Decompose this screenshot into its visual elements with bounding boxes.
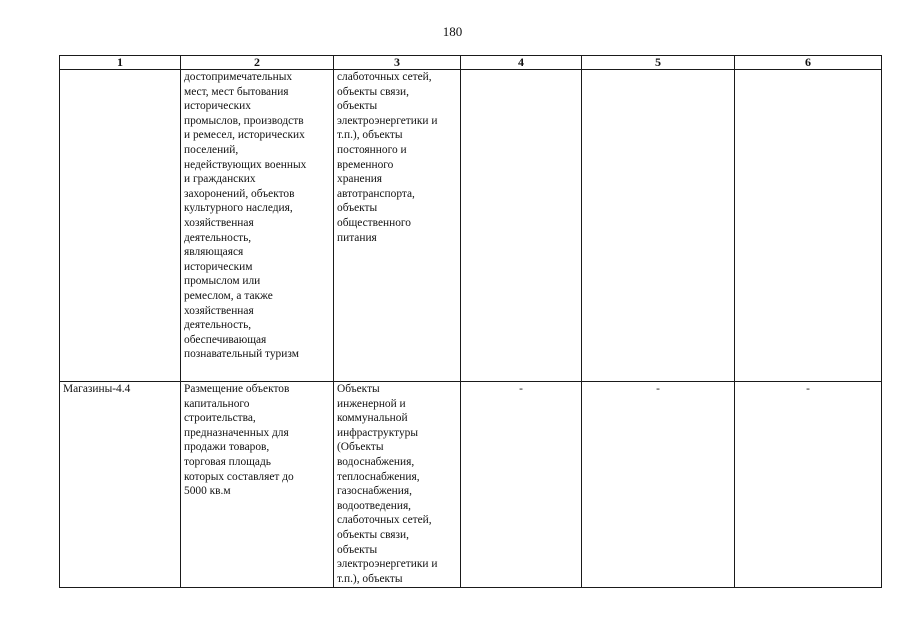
row-2-col-3 [334, 382, 461, 588]
header-col-4: 4 [461, 56, 582, 70]
cell-text: Размещение объектов капитального строительства, предназначенных для продажи товаров, торговая площадь которых составляет до 5000 кв.м [184, 383, 294, 498]
row-2-col-2 [181, 382, 334, 588]
header-col-3: 3 [334, 56, 461, 70]
header-col-2: 2 [181, 56, 334, 70]
cell-text: достопримечательных мест, мест бытования исторических промыслов, производств и ремесел, исторических поселений, недействующих военных и гражданских захоронений, объектов культурного наследия, хозяйственная деятельность, являющаяся историческим промыслом или ремеслом, а также хозяйственная деятельность, обеспечивающая познавательный туризм [184, 71, 307, 361]
row-1-col-6 [735, 70, 882, 382]
header-col-6: 6 [735, 56, 882, 70]
document-table [59, 55, 882, 588]
cell-text: - [519, 383, 523, 395]
table-row [60, 382, 882, 588]
row-2-col-4 [461, 382, 582, 588]
row-2-col-6 [735, 382, 882, 588]
table-row [60, 70, 882, 382]
row-2-col-1 [60, 382, 181, 588]
row-1-col-1 [60, 70, 181, 382]
header-col-5: 5 [582, 56, 735, 70]
row-1-col-2 [181, 70, 334, 382]
page-number: 180 [442, 24, 463, 39]
row-1-col-4 [461, 70, 582, 382]
row-1-col-3 [334, 70, 461, 382]
cell-text: слаботочных сетей, объекты связи, объекты электроэнергетики и т.п.), объекты постоянного и временного хранения автотранспорта, объекты общественного питания [337, 71, 438, 244]
cell-text: Объекты инженерной и коммунальной инфраструктуры (Объекты водоснабжения, теплоснабжения, газоснабжения, водоотведения, слаботочных сетей, объекты связи, объекты электроэнергетики и т.п.), объекты [337, 383, 438, 585]
header-col-1: 1 [60, 56, 181, 70]
cell-text: - [806, 383, 810, 395]
row-1-col-5 [582, 70, 735, 382]
cell-text: - [656, 383, 660, 395]
cell-text: Магазины-4.4 [63, 383, 131, 395]
table-header-row [60, 56, 882, 70]
row-2-col-5 [582, 382, 735, 588]
